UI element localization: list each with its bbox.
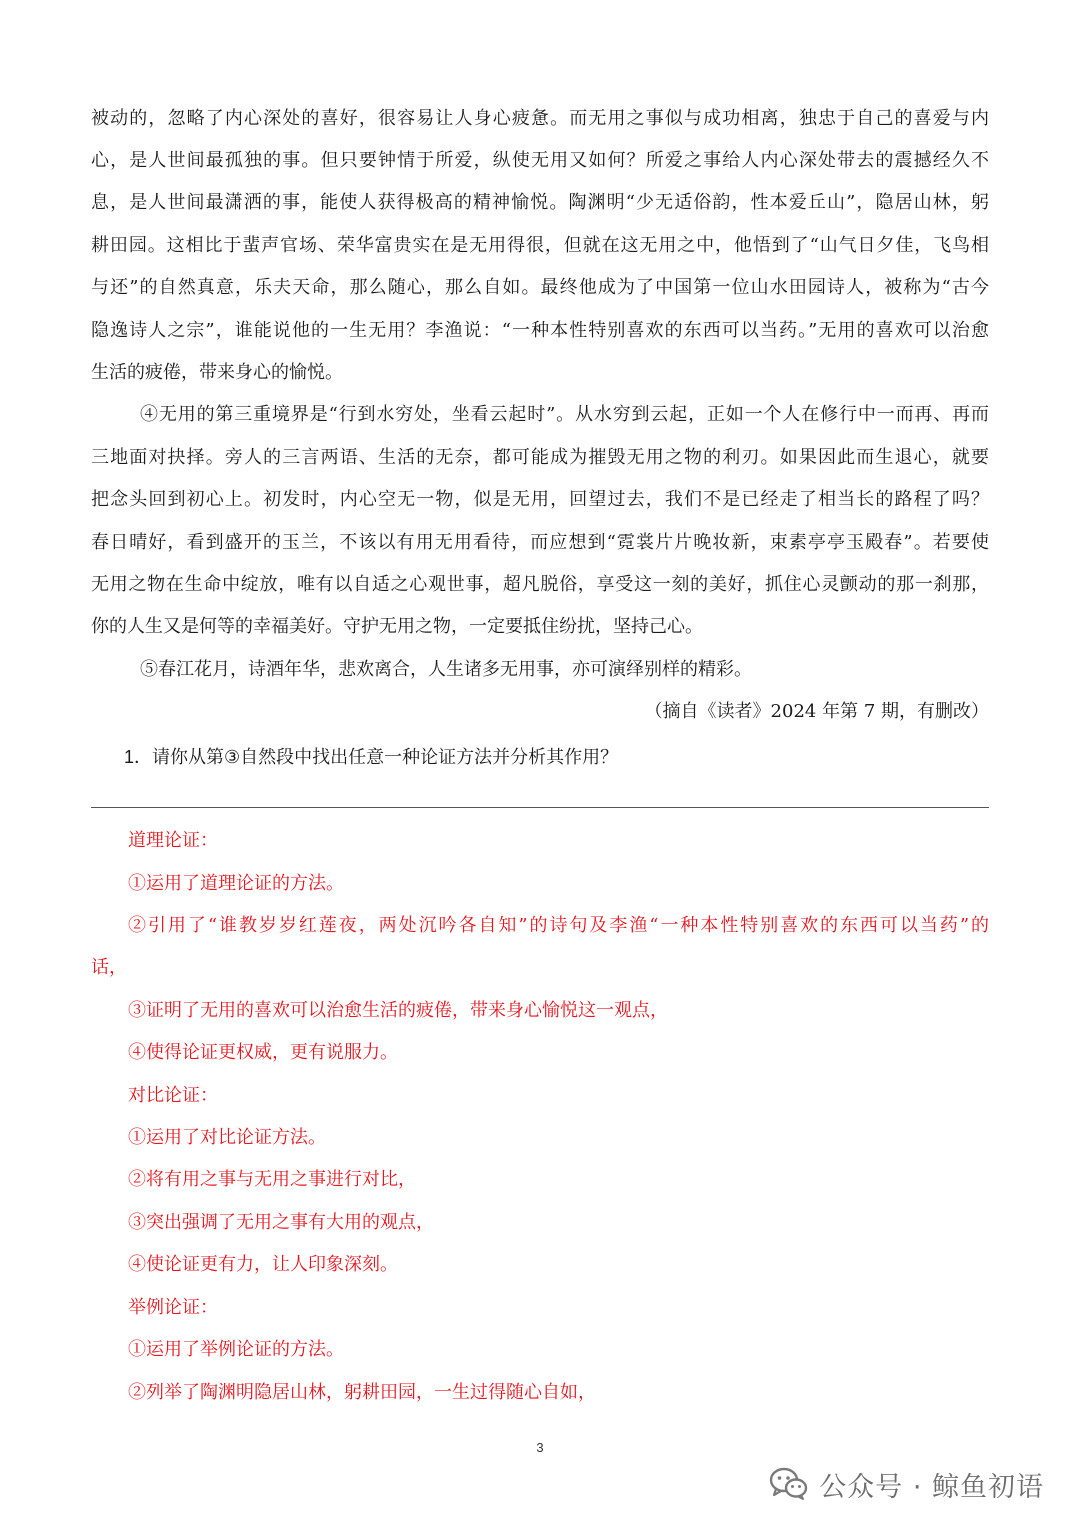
passage-paragraph-5: ⑤春江花月，诗酒年华，悲欢离合，人生诸多无用事，亦可演绎别样的精彩。 [140, 659, 752, 680]
answer-heading-reasoning: 道理论证： [128, 830, 218, 851]
answer-line: ②将有用之事与无用之事进行对比， [128, 1169, 416, 1190]
passage-paragraph-4-start: ④无用的第三重境界是“行到水穷处，坐看云起时”。从水穷到云起，正如一个人在修行中一而再、再而 [140, 404, 989, 425]
answer-line: ③突出强调了无用之事有大用的观点， [128, 1212, 434, 1233]
watermark-text: 公众号 · 鲸鱼初语 [819, 1471, 1044, 1503]
passage-line: 春日晴好，看到盛开的玉兰，不该以有用无用看待，而应想到“霓裳片片晚妆新，束素亭亭玉殿春”。若要使 [91, 532, 989, 553]
question-1: 1．请你从第③自然段中找出任意一种论证方法并分析其作用？ [124, 747, 619, 767]
answer-heading-contrast: 对比论证： [128, 1085, 218, 1106]
answer-line: ①运用了道理论证的方法。 [128, 873, 344, 894]
answer-line: 话， [91, 957, 127, 978]
passage-line: 三地面对抉择。旁人的三言两语、生活的无奈，都可能成为摧毁无用之物的利刃。如果因此而生退心，就要 [91, 447, 989, 468]
answer-line: ②引用了“谁教岁岁红莲夜，两处沉吟各自知”的诗句及李渔“一种本性特别喜欢的东西可以当药”的 [128, 915, 989, 936]
passage-line: 与还”的自然真意，乐夫天命，那么随心，那么自如。最终他成为了中国第一位山水田园诗人，被称为“古今 [91, 277, 989, 298]
answer-line: ④使论证更有力，让人印象深刻。 [128, 1254, 398, 1275]
passage-line: 被动的，忽略了内心深处的喜好，很容易让人身心疲惫。而无用之事似与成功相离，独忠于自己的喜爱与内 [91, 108, 989, 129]
passage-source: （摘自《读者》2024 年第 7 期，有删改） [644, 701, 989, 722]
divider [91, 807, 989, 808]
answer-line: ④使得论证更权威，更有说服力。 [128, 1042, 398, 1063]
answer-line: ②列举了陶渊明隐居山林，躬耕田园，一生过得随心自如， [128, 1382, 596, 1403]
passage-line: 隐逸诗人之宗”，谁能说他的一生无用？李渔说：“一种本性特别喜欢的东西可以当药。”无用的喜欢可以治愈 [91, 320, 989, 341]
page-number: 3 [536, 1440, 544, 1455]
passage-line: 耕田园。这相比于蜚声官场、荣华富贵实在是无用得很，但就在这无用之中，他悟到了“山气日夕佳，飞鸟相 [91, 235, 989, 256]
passage-line: 无用之物在生命中绽放，唯有以自适之心观世事，超凡脱俗，享受这一刻的美好，抓住心灵颤动的那一刹那， [91, 574, 989, 595]
wechat-icon [769, 1467, 809, 1501]
passage-line: 心，是人世间最孤独的事。但只要钟情于所爱，纵使无用又如何？所爱之事给人内心深处带去的震撼经久不 [91, 150, 989, 171]
passage-line: 把念头回到初心上。初发时，内心空无一物，似是无用，回望过去，我们不是已经走了相当长的路程了吗？ [91, 489, 989, 510]
watermark [769, 1462, 1044, 1506]
answer-line: ③证明了无用的喜欢可以治愈生活的疲倦，带来身心愉悦这一观点， [128, 1000, 668, 1021]
answer-heading-example: 举例论证： [128, 1297, 218, 1318]
answer-line: ①运用了对比论证方法。 [128, 1127, 326, 1148]
passage-line: 你的人生又是何等的幸福美好。守护无用之物，一定要抵住纷扰，坚持己心。 [91, 616, 703, 637]
passage-line: 息，是人世间最潇洒的事，能使人获得极高的精神愉悦。陶渊明“少无适俗韵，性本爱丘山”，隐居山林，躬 [91, 192, 989, 213]
answer-line: ①运用了举例论证的方法。 [128, 1339, 344, 1360]
passage-line: 生活的疲倦，带来身心的愉悦。 [91, 362, 343, 383]
